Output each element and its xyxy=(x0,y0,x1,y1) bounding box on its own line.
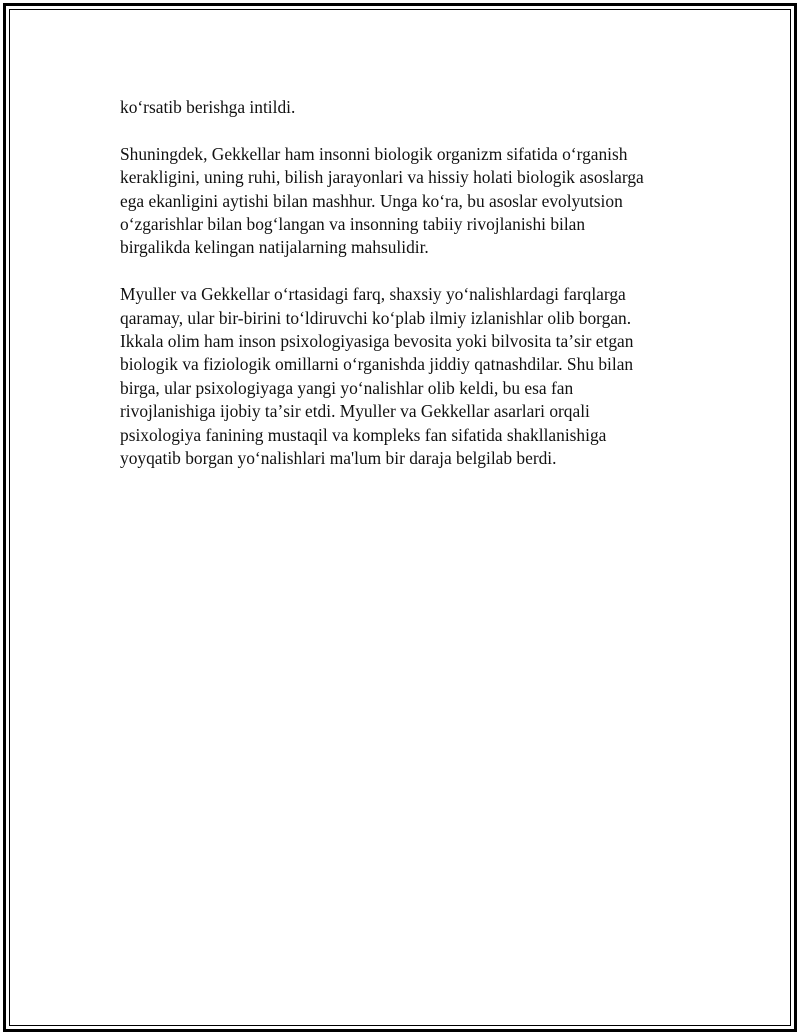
paragraph-1 xyxy=(120,96,680,119)
text-line: Ikkala olim ham inson psixologiyasiga bevosita yoki bilvosita taʼsir etgan xyxy=(120,331,634,352)
text-line: oʻzgarishlar bilan bogʻlangan va insonning tabiiy rivojlanishi bilan xyxy=(120,214,586,235)
text-line: Myuller va Gekkellar oʻrtasidagi farq, shaxsiy yoʻnalishlardagi farqlarga xyxy=(120,284,626,305)
text-line: Shuningdek, Gekkellar ham insonni biologik organizm sifatida oʻrganish xyxy=(120,143,628,164)
text-line: birgalikda kelingan natijalarning mahsulidir. xyxy=(120,237,429,258)
text-line: kerakligini, uning ruhi, bilish jarayonlari va hissiy holati biologik asoslarga xyxy=(120,167,644,188)
text-line: psixologiya fanining mustaqil va kompleks fan sifatida shakllanishiga xyxy=(120,424,607,445)
text-line: qaramay, ular bir-birini toʻldiruvchi koʻplab ilmiy izlanishlar olib borgan. xyxy=(120,307,632,328)
paragraph-2 xyxy=(120,143,680,260)
text-line: ega ekanligini aytishi bilan mashhur. Unga koʻra, bu asoslar evolyutsion xyxy=(120,190,623,211)
document-body xyxy=(120,96,680,494)
text-line: biologik va fiziologik omillarni oʻrganishda jiddiy qatnashdilar. Shu bilan xyxy=(120,354,634,375)
text-line: birga, ular psixologiyaga yangi yoʻnalishlar olib keldi, bu esa fan xyxy=(120,377,574,398)
text-line: koʻrsatib berishga intildi. xyxy=(120,97,296,117)
paragraph-3 xyxy=(120,283,680,470)
text-line: rivojlanishiga ijobiy taʼsir etdi. Myuller va Gekkellar asarlari orqali xyxy=(120,401,590,422)
text-line: yoyqatib borgan yoʻnalishlari ma'lum bir daraja belgilab berdi. xyxy=(120,448,557,469)
page-border xyxy=(3,3,797,1032)
